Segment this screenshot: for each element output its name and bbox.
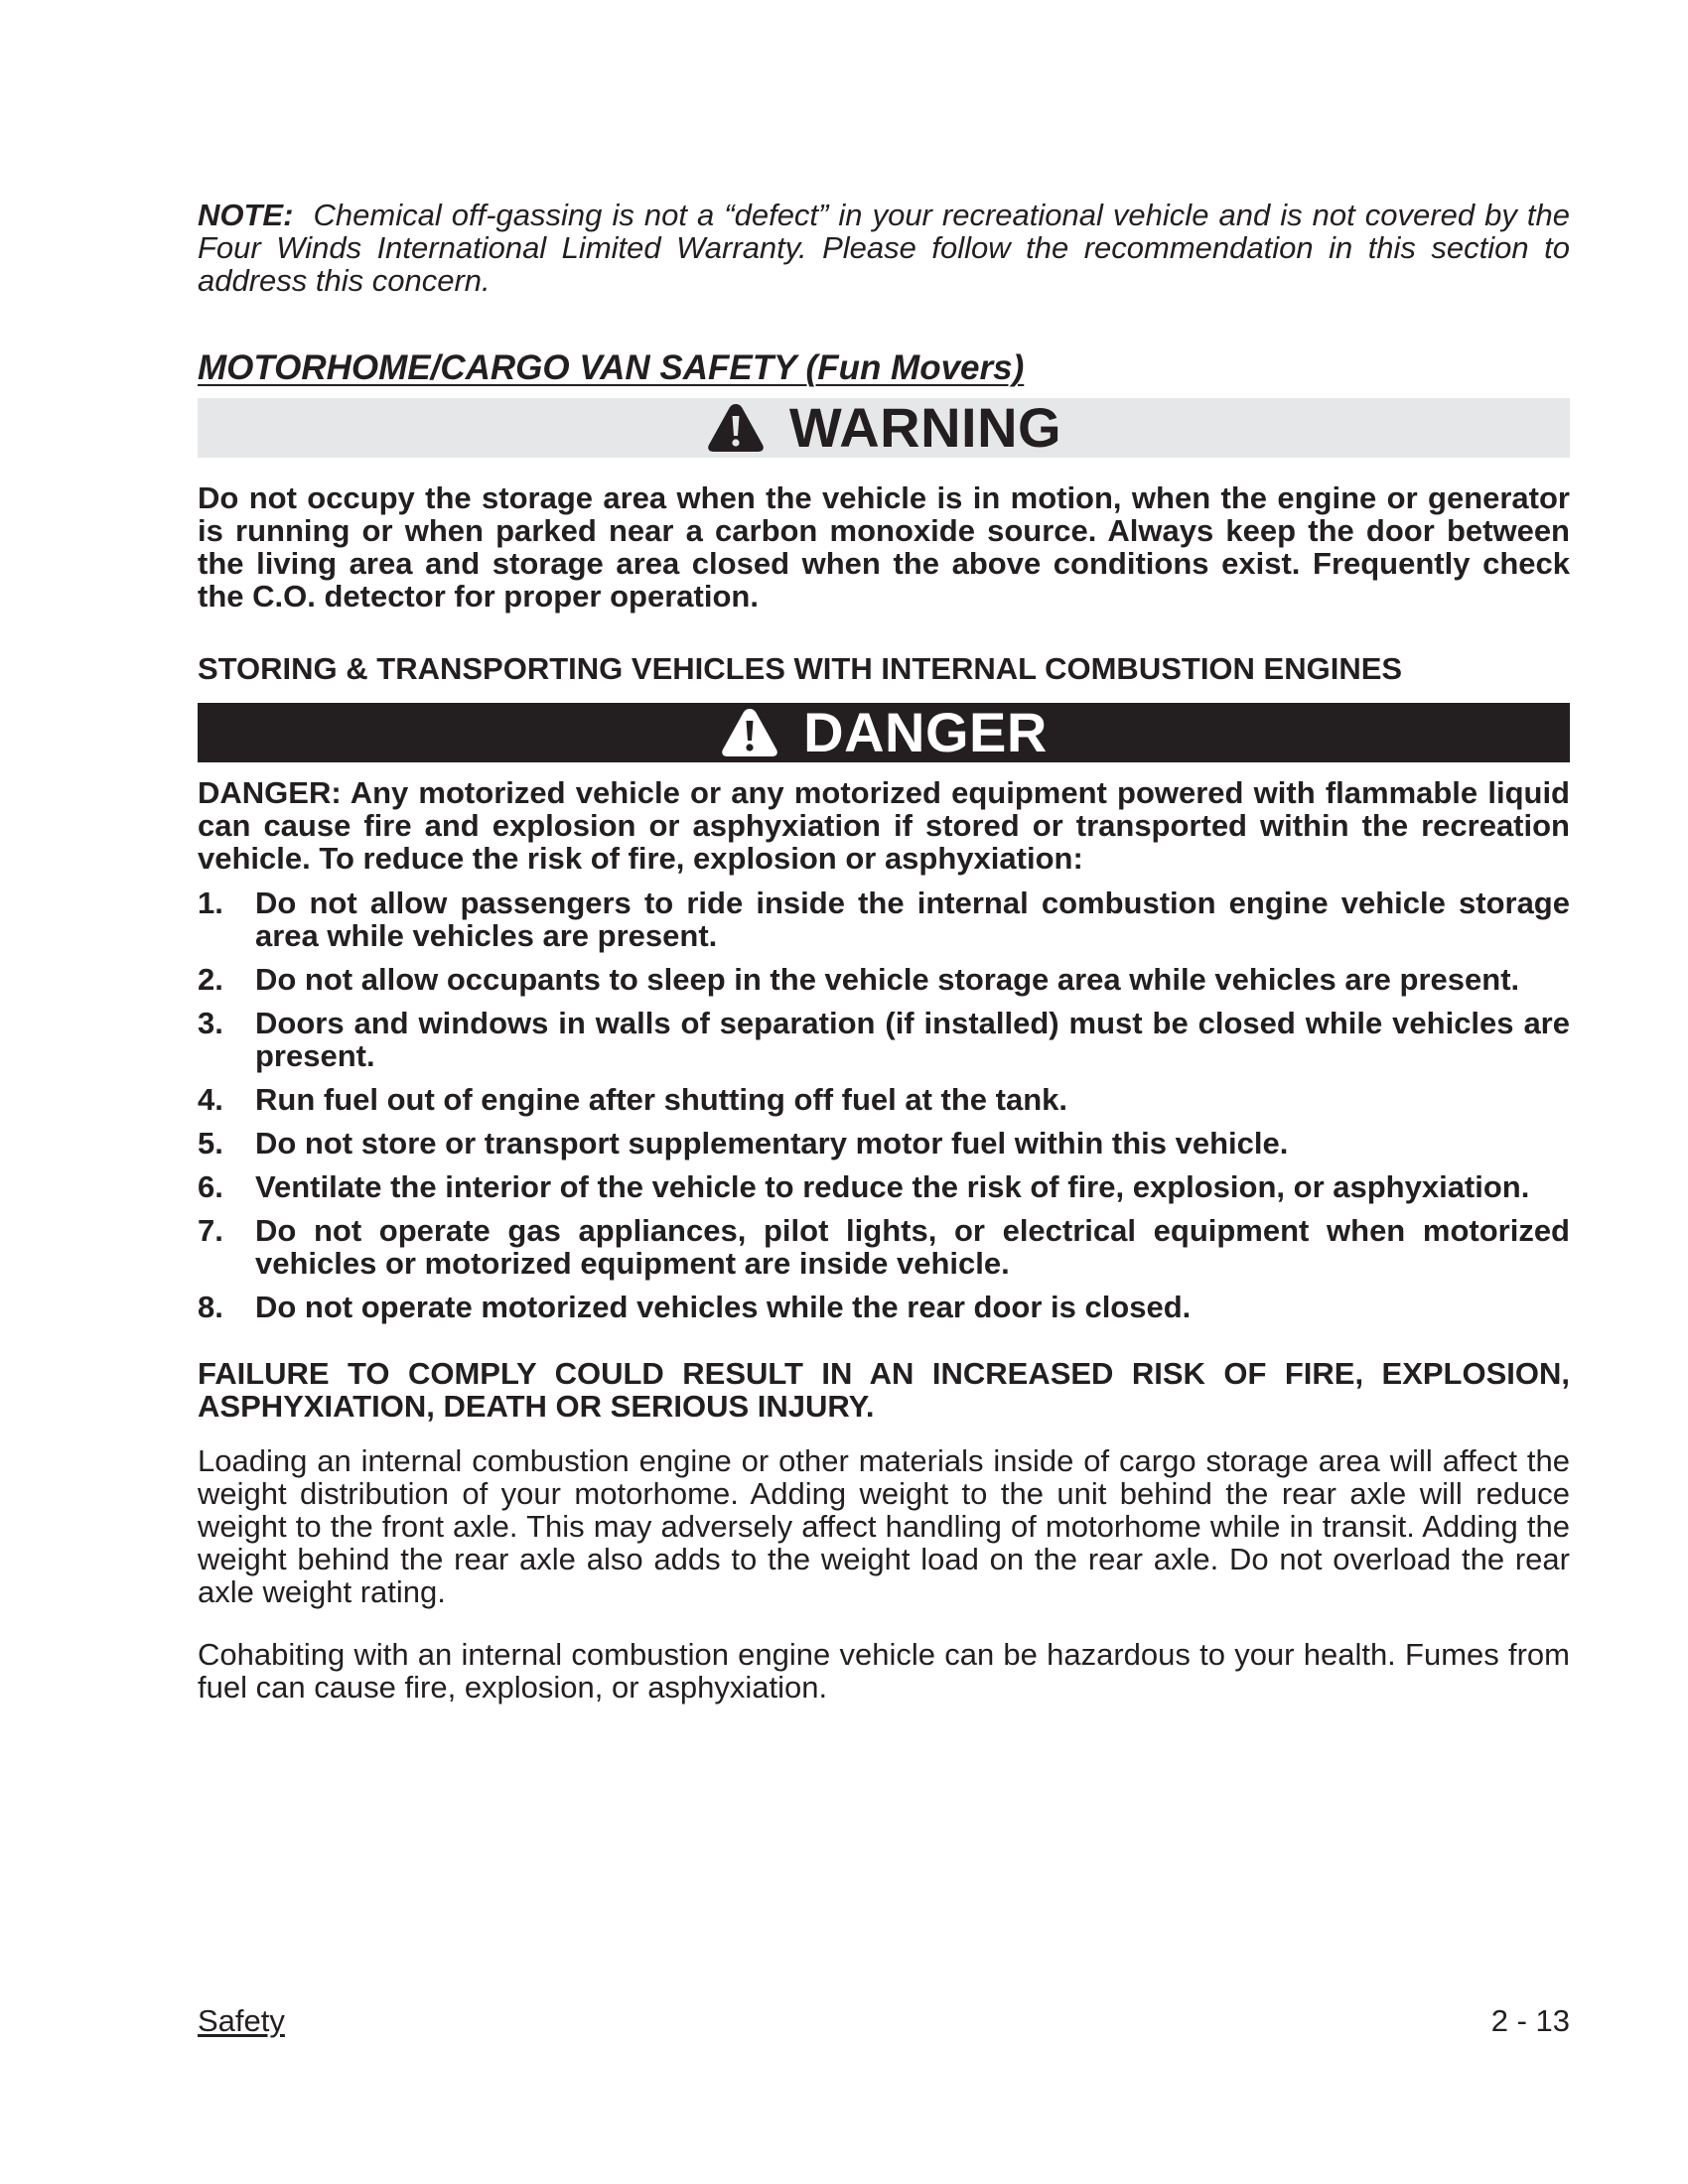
list-item-text: Doors and windows in walls of separation (if installed) must be closed while vehicles are present. [255, 1006, 1570, 1073]
list-item-text: Do not operate gas appliances, pilot lights, or electrical equipment when motorized vehicles or motorized equipment are inside vehicle. [255, 1213, 1570, 1281]
list-item [198, 1007, 1570, 1072]
note-paragraph [198, 199, 1570, 297]
footer-section-link: Safety [198, 2003, 285, 2038]
list-item [198, 1170, 1570, 1203]
warning-icon [706, 402, 766, 454]
document-page [198, 199, 1570, 1704]
list-item [198, 1127, 1570, 1160]
danger-icon [720, 707, 779, 758]
warning-text: Do not occupy the storage area when the vehicle is in motion, when the engine or generator is running or when parked near a carbon monoxide source. Always keep the door between the living area and storage area closed when the above conditions exist. Frequently check the C.O. detector for proper operation. [198, 480, 1570, 614]
list-item-number: 4. [198, 1082, 223, 1117]
list-item-number: 5. [198, 1126, 223, 1160]
subheading: STORING & TRANSPORTING VEHICLES WITH INTERNAL COMBUSTION ENGINES [198, 651, 1403, 686]
list-item-number: 2. [198, 962, 223, 997]
list-item [198, 1214, 1570, 1280]
list-item-text: Run fuel out of engine after shutting off fuel at the tank. [255, 1082, 1068, 1117]
list-item-number: 6. [198, 1169, 223, 1204]
page-number: 2 - 13 [1490, 2003, 1570, 2038]
list-item [198, 887, 1570, 952]
note-text: Chemical off-gassing is not a “defect” in your recreational vehicle and is not covered by the Four Winds International Limited Warranty. Please follow the recommendation in this section to address this concern. [198, 198, 1570, 298]
warning-banner [198, 398, 1570, 458]
list-item-text: Do not operate motorized vehicles while the rear door is closed. [255, 1290, 1192, 1324]
list-item-number: 1. [198, 886, 223, 920]
danger-list [198, 887, 1570, 1323]
list-item-text: Ventilate the interior of the vehicle to reduce the risk of fire, explosion, or asphyxiation. [255, 1169, 1530, 1204]
list-item-number: 7. [198, 1213, 223, 1248]
danger-text: DANGER: Any motorized vehicle or any motorized equipment powered with flammable liquid can cause fire and explosion or asphyxiation if stored or transported within the recreation vehicle. To reduce the risk of fire, explosion or asphyxiation: [198, 775, 1570, 876]
list-item-text: Do not allow occupants to sleep in the vehicle storage area while vehicles are present. [255, 962, 1520, 997]
list-item-number: 8. [198, 1290, 223, 1324]
section-title: MOTORHOME/CARGO VAN SAFETY (Fun Movers) [198, 348, 1025, 387]
list-item-number: 3. [198, 1006, 223, 1040]
list-item-text: Do not allow passengers to ride inside the internal combustion engine vehicle storage area while vehicles are present. [255, 886, 1570, 953]
cohabiting-paragraph: Cohabiting with an internal combustion engine vehicle can be hazardous to your health. Fumes from fuel can cause fire, explosion, or asphyxiation. [198, 1637, 1570, 1705]
weight-distribution-paragraph: Loading an internal combustion engine or other materials inside of cargo storage area will affect the weight distribution of your motorhome. Adding weight to the unit behind the rear axle will reduce weight to the front axle. This may adversely affect handling of motorhome while in transit. Adding the weight behind the rear axle also adds to the weight load on the rear axle. Do not overload the rear axle weight rating. [198, 1443, 1570, 1609]
page-footer [198, 2003, 1570, 2039]
list-item-text: Do not store or transport supplementary motor fuel within this vehicle. [255, 1126, 1289, 1160]
list-item [198, 1083, 1570, 1116]
list-item [198, 963, 1570, 996]
danger-banner-label: DANGER [803, 701, 1048, 763]
failure-warning-text: FAILURE TO COMPLY COULD RESULT IN AN INCREASED RISK OF FIRE, EXPLOSION, ASPHYXIATION, DEATH OR SERIOUS INJURY. [198, 1356, 1570, 1424]
danger-banner [198, 703, 1570, 762]
note-label: NOTE: [198, 198, 294, 232]
warning-banner-label: WARNING [788, 396, 1062, 459]
list-item [198, 1291, 1570, 1323]
